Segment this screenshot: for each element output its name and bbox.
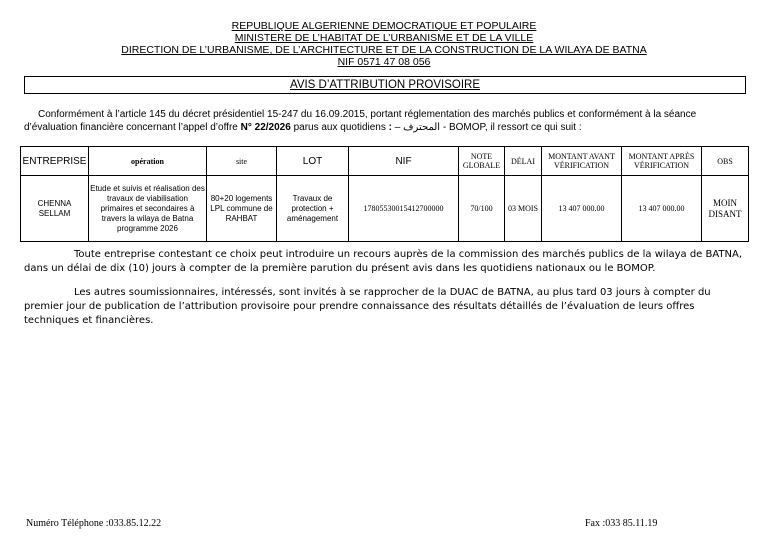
cell-nif: 17805530015412700000: [349, 176, 459, 242]
paragraph-recours: [24, 248, 749, 276]
paragraph-soumissionnaires-text: Les autres soumissionnaires, intéressés, sont invités à se rapprocher de la DUAC de BATNA, au plus tard 03 jours à compter du premier jour de publication de l’attribution provisoire pour prendre connaissance des résultats détaillés de l’évaluation de leurs offres techniques et financières.: [24, 287, 711, 326]
cell-entreprise: CHENNA SELLAM: [21, 176, 89, 242]
header-site: site: [207, 147, 277, 176]
attribution-table: [20, 146, 749, 242]
header-line-nif: NIF 0571 47 08 056: [337, 56, 431, 68]
header-obs: OBS: [702, 147, 749, 176]
header-operation: opération: [89, 147, 207, 176]
table-row: [21, 176, 749, 242]
header-montant-apres: MONTANT APRÈS VÉRIFICATION: [622, 147, 702, 176]
footer-fax: Fax :033 85.11.19: [585, 518, 658, 529]
notice-title: AVIS D’ATTRIBUTION PROVISOIRE: [290, 79, 480, 91]
paragraph-soumissionnaires: [24, 286, 749, 328]
notice-title-box: [24, 76, 746, 94]
cell-site: 80+20 logements LPL commune de RAHBAT: [207, 176, 277, 242]
header-nif: NIF: [349, 147, 459, 176]
offer-number: N° 22/2026: [240, 122, 291, 133]
cell-obs: MOIN DISANT: [702, 176, 749, 242]
header-lot: LOT: [277, 147, 349, 176]
header-line-republic: REPUBLIQUE ALGERIENNE DEMOCRATIQUE ET POPULAIRE: [231, 20, 537, 32]
cell-operation: Etude et suivis et réalisation des travaux de viabilisation primaires et secondaires à travers la wilaya de Batna programme 2026: [89, 176, 207, 242]
header-line-direction: DIRECTION DE L’URBANISME, DE L’ARCHITECTURE ET DE LA CONSTRUCTION DE LA WILAYA DE BATNA: [121, 44, 647, 56]
footer-phone: Numéro Téléphone :033.85.12.22: [26, 518, 162, 529]
cell-lot: Travaux de protection + aménagement: [277, 176, 349, 242]
intro-paragraph: [24, 108, 749, 134]
header-entreprise: ENTREPRISE: [21, 147, 89, 176]
table-header-row: [21, 147, 749, 176]
cell-montant-avant: 13 407 000.00: [542, 176, 622, 242]
cell-delai: 03 MOIS: [505, 176, 542, 242]
header-montant-avant: MONTANT AVANT VÉRIFICATION: [542, 147, 622, 176]
cell-montant-apres: 13 407 000.00: [622, 176, 702, 242]
header-line-ministry: MINISTERE DE L’HABITAT DE L’URBANISME ET DE LA VILLE: [234, 32, 534, 44]
header-delai: DÉLAI: [505, 147, 542, 176]
header-note-globale: NOTE GLOBALE: [459, 147, 505, 176]
intro-text-1: Conformément à l’article 145 du décret présidentiel 15-247 du 16.09.2015, portant réglementation des marchés publics et conformément à la séance d’évaluation financière concernant l’appel d’offre: [24, 109, 697, 133]
cell-note: 70/100: [459, 176, 505, 242]
paragraph-recours-text: Toute entreprise contestant ce choix peut introduire un recours auprès de la commission des marchés publics de la wilaya de BATNA, dans un délai de dix (10) jours à compter de la première parution du présent avis dans les quotidiens nationaux ou le BOMOP.: [24, 249, 743, 274]
intro-text-3: – المحترف - BOMOP, il ressort ce qui suit :: [391, 122, 582, 133]
intro-text-2: parus aux quotidiens: [290, 122, 389, 133]
intro-colon: :: [388, 122, 392, 133]
